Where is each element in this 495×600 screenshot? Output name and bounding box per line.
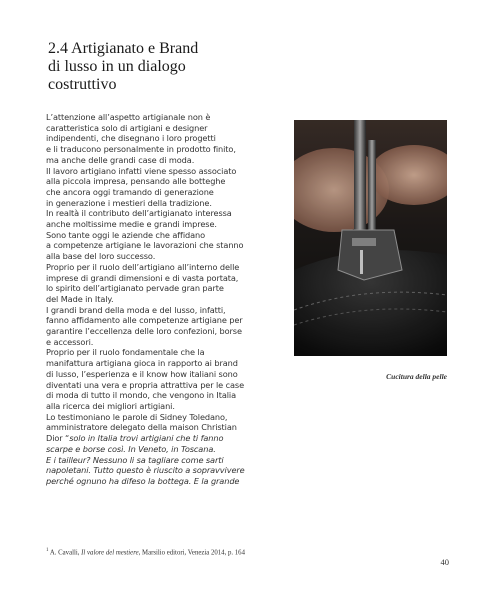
body-line: anche moltissime medie e grandi imprese. [46,219,217,230]
body-line: Sono tante oggi le aziende che affidano [46,229,206,240]
footnote-rest: , Marsilio editori, Venezia 2014, p. 164 [138,549,245,557]
footnote-marker: 1 [46,548,49,553]
footnote-title: Il valore del mestiere [81,549,139,557]
quote-intro: Dior “ [46,433,70,444]
body-line: che ancora oggi tramando di generazione [46,186,214,197]
quote-line: E i tailleur? Nessuno li sa tagliare come sarti [46,454,224,465]
body-line: e accessori. [46,336,94,347]
body-line: alla ricerca dei migliori artigiani. [46,400,175,411]
body-line: indipendenti, che disegnano i loro progetti [46,133,216,144]
footnote [46,548,346,556]
quote-start: solo in Italia trovi artigiani che ti fanno [69,433,224,444]
body-line: Proprio per il ruolo fondamentale che la [46,347,205,358]
heading-line-2: di lusso in un dialogo [48,58,186,75]
body-line: I grandi brand della moda e del lusso, infatti, [46,304,226,315]
body-line: e li traducono personalmente in prodotto finito, [46,144,236,155]
quote-line: napoletani. Tutto questo è riuscito a sopravvivere [46,465,245,476]
quote-line: perché ognuno ha difeso la bottega. E la grande [46,475,240,486]
body-line: ma anche delle grandi case di moda. [46,154,195,165]
body-line: Lo testimoniano le parole di Sidney Toledano, [46,411,228,422]
heading-line-1: 2.4 Artigianato e Brand [48,40,199,57]
body-line: fanno affidamento alle competenze artigiane per [46,315,243,326]
body-line: diventati una vera e propria attrattiva per le case [46,379,245,390]
body-line: lo spirito dell’artigianato pervade gran parte [46,283,224,294]
footnote-author: A. Cavalli, [49,549,82,557]
section-heading [48,40,248,94]
body-line: in generazione i mestieri della tradizione. [46,197,212,208]
body-line: garantire l’eccellenza delle loro confezioni, borse [46,326,242,337]
body-line: amministratore delegato della maison Christian [46,422,237,433]
body-line: di moda di tutto il mondo, che vengono in Italia [46,390,237,401]
photo-shade [294,120,447,356]
quote-line: scarpe e borse così. In Veneto, in Toscana. [46,443,216,454]
photo-caption: Cucitura della pelle [386,372,447,381]
body-line: In realtà il contributo dell’artigianato interessa [46,208,232,219]
body-line: Il lavoro artigiano infatti viene spesso associato [46,165,237,176]
body-line: alla base del loro successo. [46,251,156,262]
body-line: imprese di grandi dimensioni e di vasta portata, [46,272,239,283]
heading-line-3: costruttivo [48,76,117,93]
body-line: alla piccola impresa, pensando alle botteghe [46,176,226,187]
body-line: manifattura artigiana gioca in rapporto ai brand [46,358,238,369]
body-line: caratteristica solo di artigiani e designer [46,122,208,133]
body-line: a competenze artigiane le lavorazioni che stanno [46,240,244,251]
page-number: 40 [440,557,449,567]
body-line: L’attenzione all’aspetto artigianale non è [46,112,211,122]
body-line: Proprio per il ruolo dell’artigiano all’interno delle [46,261,240,272]
body-line: del Made in Italy. [46,293,114,304]
quote-first-line [46,433,250,444]
body-text [46,112,250,487]
sewing-machine-illustration [294,120,447,356]
body-line: di lusso, l’esperienza e il know how italiani sono [46,368,238,379]
sewing-machine-photo [294,120,447,356]
